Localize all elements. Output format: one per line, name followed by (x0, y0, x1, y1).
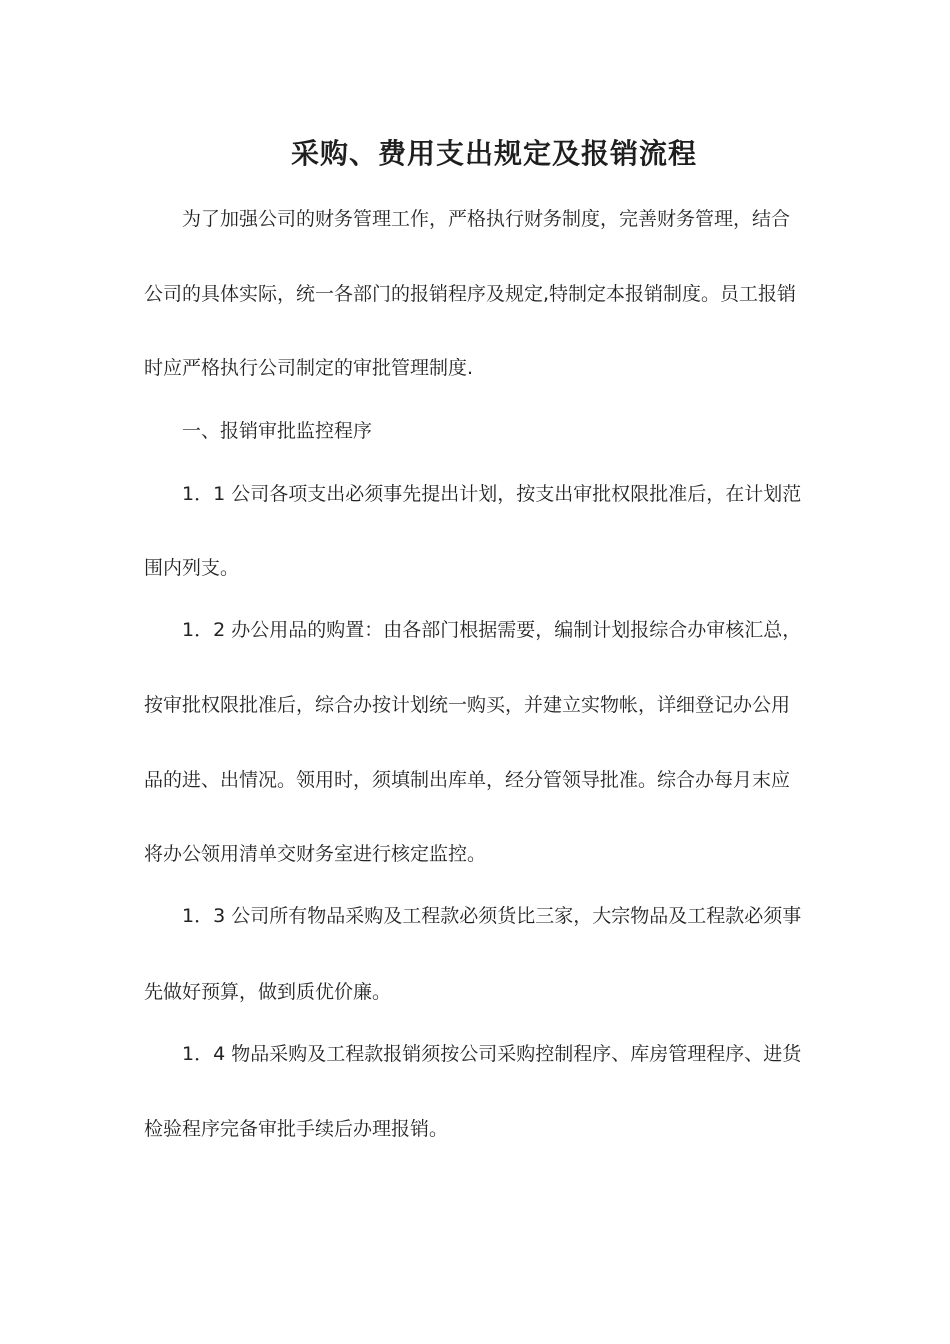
clause-1-3-line-1: 1．3 公司所有物品采购及工程款必须货比三家，大宗物品及工程款必须事 (182, 905, 802, 927)
clause-1-2-line-3: 品的进、出情况。领用时，须填制出库单，经分管领导批准。综合办每月末应 (144, 769, 791, 791)
intro-line-3: 时应严格执行公司制定的审批管理制度. (144, 357, 474, 379)
clause-1-4-line-1: 1．4 物品采购及工程款报销须按公司采购控制程序、库房管理程序、进货 (182, 1043, 802, 1065)
intro-line-2: 公司的具体实际，统一各部门的报销程序及规定,特制定本报销制度。员工报销 (144, 283, 797, 305)
clause-1-1-line-2: 围内列支。 (144, 557, 240, 579)
document-title: 采购、费用支出规定及报销流程 (290, 137, 697, 170)
clause-1-2-line-2: 按审批权限批准后，综合办按计划统一购买，并建立实物帐，详细登记办公用 (144, 694, 791, 716)
clause-1-2-line-1: 1．2 办公用品的购置：由各部门根据需要，编制计划报综合办审核汇总， (182, 619, 802, 641)
clause-1-1-line-1: 1．1 公司各项支出必须事先提出计划，按支出审批权限批准后，在计划范 (182, 483, 802, 505)
clause-1-2-line-4: 将办公领用清单交财务室进行核定监控。 (144, 843, 487, 865)
clause-1-4-line-2: 检验程序完备审批手续后办理报销。 (144, 1118, 449, 1140)
section-heading: 一、报销审批监控程序 (182, 420, 373, 442)
clause-1-3-line-2: 先做好预算，做到质优价廉。 (144, 981, 392, 1003)
intro-line-1: 为了加强公司的财务管理工作，严格执行财务制度，完善财务管理，结合 (182, 208, 791, 230)
